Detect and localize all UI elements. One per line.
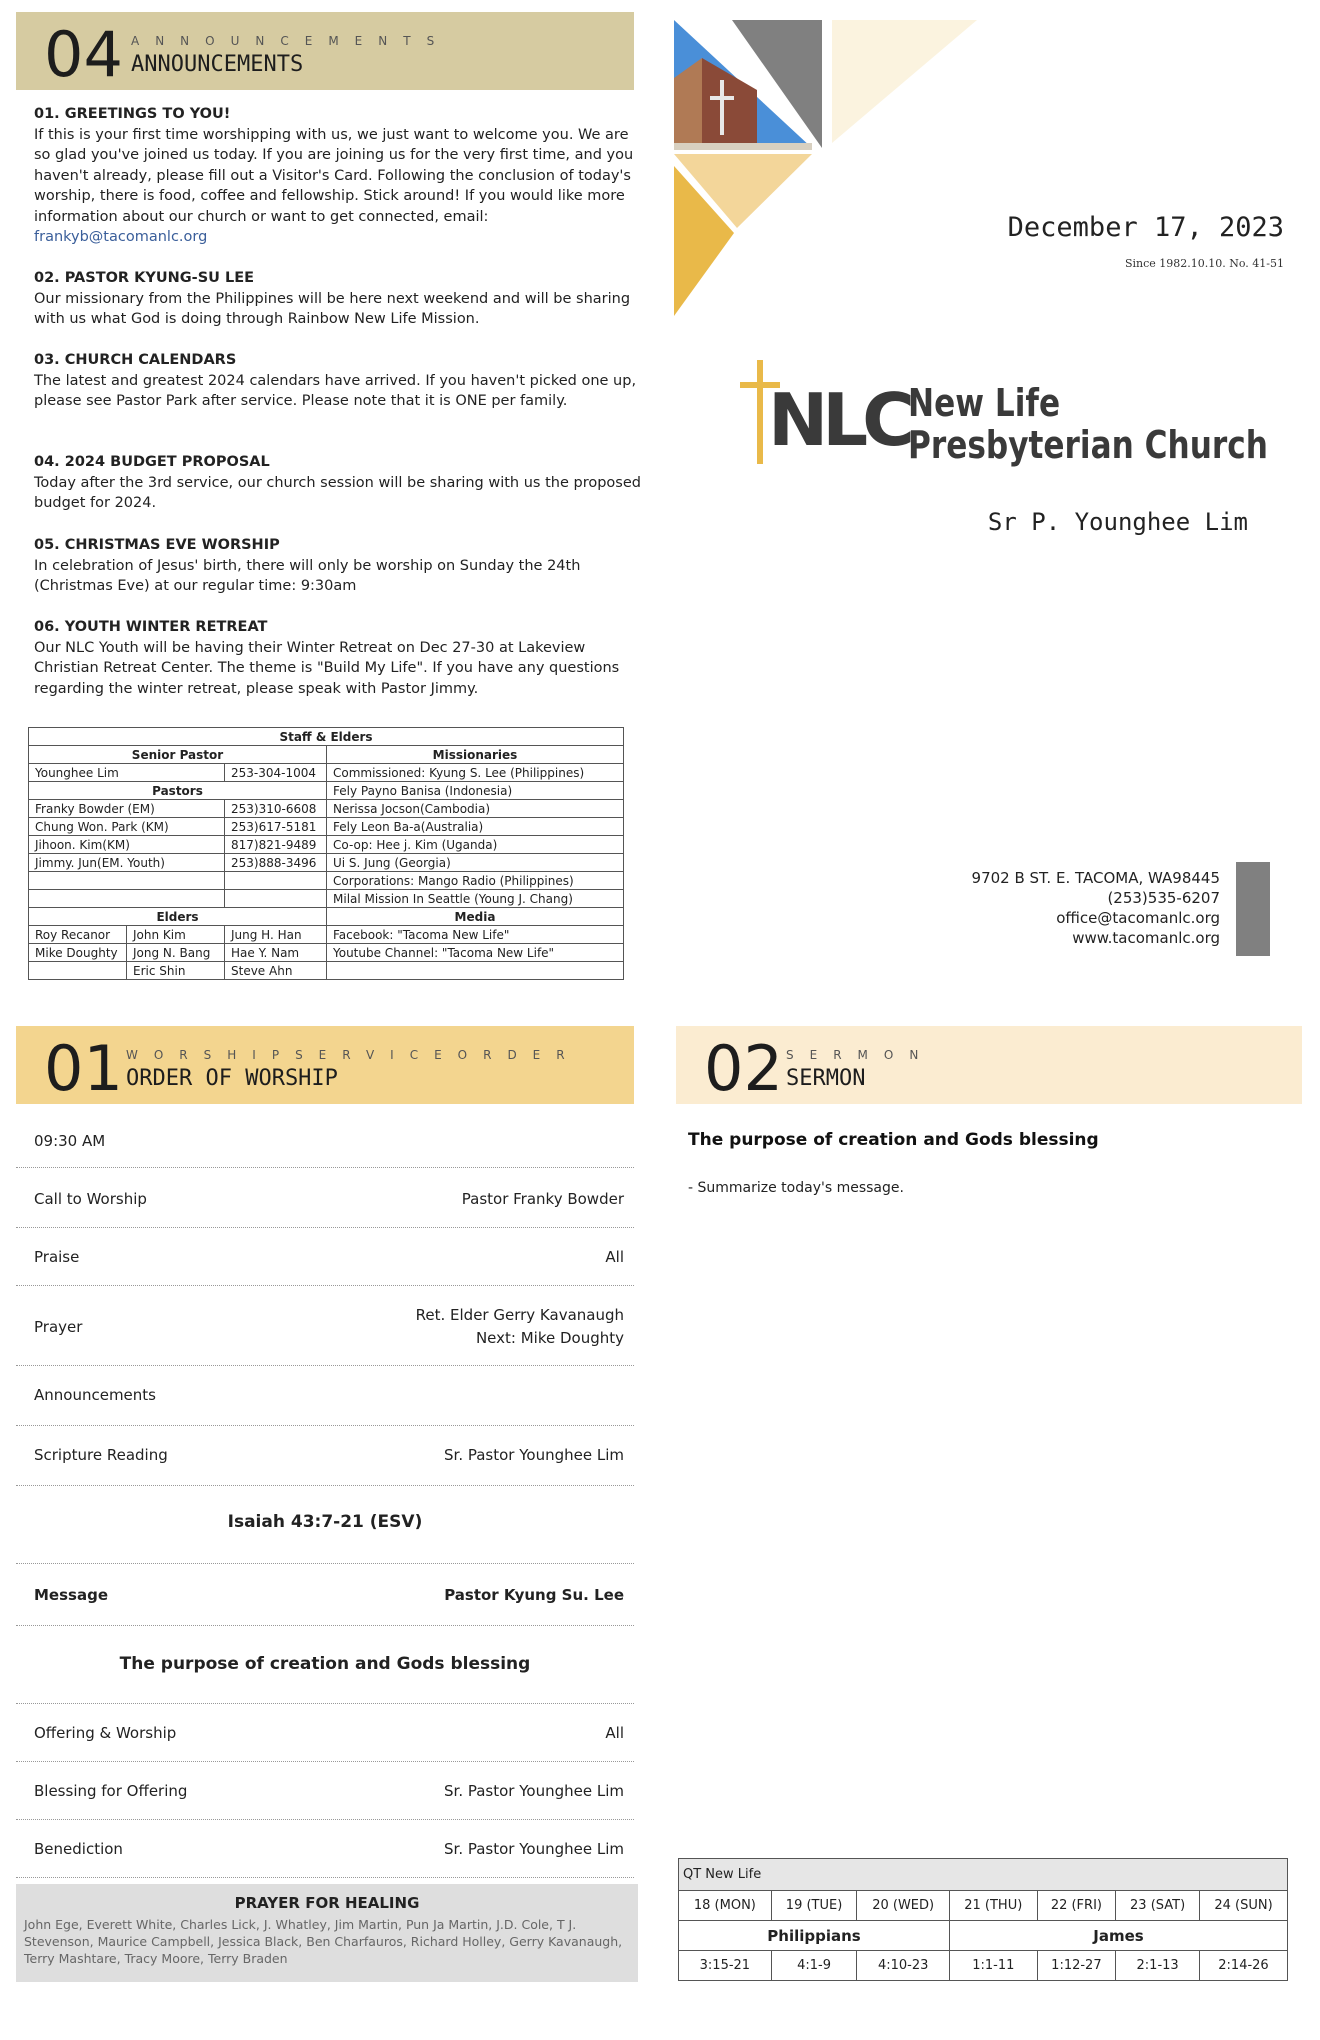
elder-name: Hae Y. Nam (225, 944, 327, 962)
staff-table (28, 727, 624, 980)
cream-triangle (832, 20, 977, 143)
qt-table (678, 1858, 1288, 1981)
announcement-body: In celebration of Jesus' birth, there will only be worship on Sunday the 24th (Christmas Eve) at our regular time: 9:30am (34, 557, 581, 594)
media-head: Media (327, 908, 624, 926)
elder-name: Mike Doughty (29, 944, 127, 962)
worship-leader: All (605, 1724, 624, 1742)
worship-leader: Pastor Kyung Su. Lee (444, 1586, 624, 1604)
announcement-item (34, 350, 644, 412)
qt-passage: 4:10-23 (857, 1951, 950, 1981)
sermon-title: The purpose of creation and Gods blessing (119, 1654, 531, 1674)
worship-time-row (16, 1110, 634, 1168)
scripture-row (16, 1486, 634, 1564)
senior-pastor-name: Sr P. Younghee Lim (987, 508, 1248, 536)
prayer-for-healing-box (16, 1884, 638, 1982)
missionary: Commissioned: Kyung S. Lee (Philippines) (327, 764, 624, 782)
worship-label: Benediction (34, 1840, 123, 1858)
elder-name: Jung H. Han (225, 926, 327, 944)
scripture-reference: Isaiah 43:7-21 (ESV) (227, 1512, 423, 1532)
announcement-title: 01. GREETINGS TO YOU! (34, 106, 231, 122)
qt-day: 21 (THU) (949, 1891, 1037, 1921)
ground-strip (674, 143, 812, 150)
qt-day: 19 (TUE) (771, 1891, 857, 1921)
announcement-item (34, 452, 644, 514)
elder-name: Roy Recanor (29, 926, 127, 944)
qt-passage: 1:12-27 (1037, 1951, 1116, 1981)
worship-label: Prayer (34, 1318, 83, 1336)
worship-leader: Sr. Pastor Younghee Lim (444, 1840, 624, 1858)
bulletin-date: December 17, 2023 (1007, 212, 1284, 243)
sermon-header (676, 1026, 1302, 1104)
announcement-body: Today after the 3rd service, our church session will be sharing with us the proposed budget for 2024. (34, 474, 641, 511)
missionary: Fely Leon Ba-a(Australia) (327, 818, 624, 836)
qt-passage: 1:1-11 (949, 1951, 1037, 1981)
announcement-body: The latest and greatest 2024 calendars have arrived. If you haven't picked one up, please see Pastor Park after service. Please note that it is ONE per family. (34, 372, 637, 409)
qt-day: 20 (WED) (857, 1891, 950, 1921)
media-item: Youtube Channel: "Tacoma New Life" (327, 944, 624, 962)
announcement-text: If this is your first time worshipping with us, we just want to welcome you. We are so glad you've joined us today. If you are joining us for the very first time, and you haven't already, please fill out a Visitor's Card. Following the conclusion of today's worship, there is food, coffee and fellowship. Stick around! If you would like more information about our church or want to get connected, email: (34, 126, 634, 225)
office-email[interactable]: office@tacomanlc.org (1056, 909, 1220, 927)
staff-phone: 253)617-5181 (225, 818, 327, 836)
staff-name: Jimmy. Jun(EM. Youth) (29, 854, 225, 872)
missionary: Corporations: Mango Radio (Philippines) (327, 872, 624, 890)
announcement-title: 06. YOUTH WINTER RETREAT (34, 619, 268, 635)
staff-name: Younghee Lim (29, 764, 225, 782)
staff-name: Franky Bowder (EM) (29, 800, 225, 818)
logo-letters: NLC (768, 378, 909, 462)
staff-phone: 253)310-6608 (225, 800, 327, 818)
qt-day: 18 (MON) (679, 1891, 772, 1921)
announcements-header (16, 12, 634, 90)
missionaries-head: Missionaries (327, 746, 624, 764)
elder-name: Eric Shin (127, 962, 225, 980)
worship-label: Message (34, 1586, 108, 1604)
worship-row (16, 1228, 634, 1286)
worship-label: Scripture Reading (34, 1446, 168, 1464)
cover-graphic (672, 18, 982, 318)
senior-pastor-head: Senior Pastor (29, 746, 327, 764)
sermon-title-row (16, 1626, 634, 1704)
missionary: Co-op: Hee j. Kim (Uganda) (327, 836, 624, 854)
worship-leader-next: Next: Mike Doughty (475, 1329, 624, 1347)
missionary: Nerissa Jocson(Cambodia) (327, 800, 624, 818)
announcement-title: 03. CHURCH CALENDARS (34, 352, 237, 368)
since-label: Since 1982.10.10. No. 41-51 (1124, 257, 1284, 270)
worship-leader: Sr. Pastor Younghee Lim (444, 1782, 624, 1800)
worship-label: Praise (34, 1248, 80, 1266)
qt-passage: 3:15-21 (679, 1951, 772, 1981)
staff-name: Jihoon. Kim(KM) (29, 836, 225, 854)
worship-leader: Pastor Franky Bowder (461, 1190, 624, 1208)
website-link[interactable]: www.tacomanlc.org (1072, 929, 1220, 947)
section-subtitle: ANNOUNCEMENTS (131, 34, 451, 48)
email-link[interactable]: frankyb@tacomanlc.org (34, 229, 208, 245)
gray-bar (1236, 862, 1270, 956)
elder-name (29, 962, 127, 980)
qt-passage: 2:1-13 (1116, 1951, 1200, 1981)
announcement-title: 04. 2024 BUDGET PROPOSAL (34, 454, 270, 470)
section-title: SERMON (786, 1066, 866, 1091)
staff-title: Staff & Elders (29, 728, 624, 746)
qt-passage: 4:1-9 (771, 1951, 857, 1981)
worship-header (16, 1026, 634, 1104)
elder-name: John Kim (127, 926, 225, 944)
announcement-item (34, 104, 644, 248)
elder-name: Jong N. Bang (127, 944, 225, 962)
address: 9702 B ST. E. TACOMA, WA98445 (971, 869, 1220, 887)
church-name-line2: Presbyterian Church (908, 423, 1268, 467)
worship-label: Offering & Worship (34, 1724, 177, 1742)
empty-cell (225, 872, 327, 890)
qt-book: James (949, 1921, 1287, 1951)
elders-head: Elders (29, 908, 327, 926)
announcement-body: Our NLC Youth will be having their Winter Retreat on Dec 27-30 at Lakeview Christian Retreat Center. The theme is "Build My Life". If you have any questions regarding the winter retreat, please speak with Pastor Jimmy. (34, 639, 620, 697)
section-subtitle: SERMON (786, 1048, 935, 1062)
church-name-line1: New Life (908, 381, 1061, 425)
church-logo (740, 358, 1268, 468)
worship-row (16, 1168, 634, 1228)
sermon-heading: The purpose of creation and Gods blessing (688, 1130, 1099, 1150)
worship-row (16, 1366, 634, 1426)
worship-label: Announcements (34, 1386, 156, 1404)
section-title: ORDER OF WORSHIP (126, 1066, 338, 1091)
media-item: Facebook: "Tacoma New Life" (327, 926, 624, 944)
empty-cell (29, 890, 225, 908)
missionary: Milal Mission In Seattle (Young J. Chang) (327, 890, 624, 908)
section-number: 04 (44, 18, 123, 91)
announcement-item (34, 535, 644, 597)
announcement-title: 05. CHRISTMAS EVE WORSHIP (34, 537, 280, 553)
staff-phone: 253)888-3496 (225, 854, 327, 872)
worship-leader: Ret. Elder Gerry Kavanaugh (415, 1306, 624, 1324)
worship-row (16, 1704, 634, 1762)
sermon-note: - Summarize today's message. (688, 1180, 904, 1196)
qt-day: 24 (SUN) (1200, 1891, 1288, 1921)
announcement-body (34, 125, 644, 248)
announcement-item (34, 268, 644, 330)
section-title: ANNOUNCEMENTS (131, 52, 304, 77)
empty-cell (225, 890, 327, 908)
qt-passage: 2:14-26 (1200, 1951, 1288, 1981)
worship-leader-block (416, 1304, 624, 1350)
worship-row (16, 1426, 634, 1486)
worship-time: 09:30 AM (34, 1132, 106, 1150)
worship-leader: Sr. Pastor Younghee Lim (444, 1446, 624, 1464)
announcement-title: 02. PASTOR KYUNG-SU LEE (34, 270, 255, 286)
missionary: Ui S. Jung (Georgia) (327, 854, 624, 872)
elder-name: Steve Ahn (225, 962, 327, 980)
worship-label: Blessing for Offering (34, 1782, 188, 1800)
section-number: 01 (44, 1032, 123, 1105)
staff-phone: 253-304-1004 (225, 764, 327, 782)
qt-day: 22 (FRI) (1037, 1891, 1116, 1921)
worship-row (16, 1564, 634, 1626)
missionary: Fely Payno Banisa (Indonesia) (327, 782, 624, 800)
staff-phone: 817)821-9489 (225, 836, 327, 854)
healing-names: John Ege, Everett White, Charles Lick, J. Whatley, Jim Martin, Pun Ja Martin, J.D. Cole, T J. Stevenson, Maurice Campbell, Jessica Black, Ben Charfauros, Richard Holley, Gerry Kavanaugh, Terry Mashtare, Tracy Moore, Terry Braden (24, 1917, 623, 1966)
pastors-head: Pastors (29, 782, 327, 800)
worship-row (16, 1762, 634, 1820)
worship-row (16, 1820, 634, 1878)
cross-horizontal (710, 96, 734, 100)
empty-cell (29, 872, 225, 890)
staff-name: Chung Won. Park (KM) (29, 818, 225, 836)
empty-cell (327, 962, 624, 980)
worship-label: Call to Worship (34, 1190, 147, 1208)
contact-block (972, 868, 1220, 948)
phone: (253)535-6207 (1107, 889, 1220, 907)
section-number: 02 (704, 1032, 783, 1105)
qt-title: QT New Life (679, 1859, 1288, 1891)
worship-row (16, 1286, 634, 1366)
section-subtitle: WORSHIPSERVICEORDER (126, 1048, 581, 1062)
announcement-body: Our missionary from the Philippines will be here next weekend and will be sharing with us what God is doing through Rainbow New Life Mission. (34, 290, 631, 327)
worship-leader: All (605, 1248, 624, 1266)
healing-title: PRAYER FOR HEALING (234, 1894, 420, 1912)
cross-vertical (720, 80, 724, 135)
qt-book: Philippians (679, 1921, 950, 1951)
announcement-item (34, 617, 644, 699)
qt-day: 23 (SAT) (1116, 1891, 1200, 1921)
